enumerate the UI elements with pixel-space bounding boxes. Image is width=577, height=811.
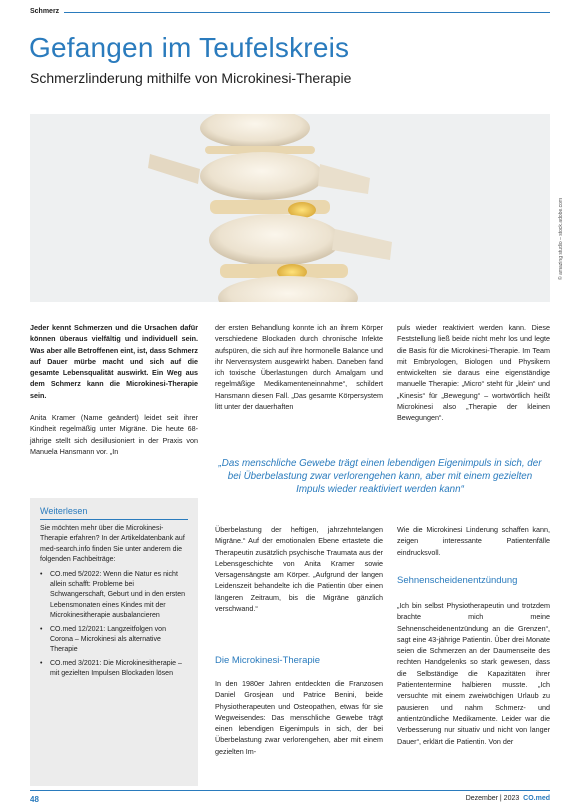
spine-illustration [30,114,550,302]
further-reading-heading: Weiterlesen [40,506,88,516]
article-subtitle: Schmerzlinderung mithilfe von Microkinesi-Therapie [30,70,352,86]
list-item: • CO.med 3/2021: Die Microkinesitherapie – mit gezielten Impulsen Blockaden lösen [40,659,190,680]
article-column-3-lower [397,600,550,747]
footer-issue [466,795,550,802]
list-item: • CO.med 5/2022: Wenn die Natur es nicht allein schafft: Probleme bei Schwangerschaft, Geburt und in den ersten Lebensmonaten eines Kindes mit der Microkinesitherapie ausbalancieren [40,570,190,622]
article-column-2 [215,322,383,412]
article-lead: Jeder kennt Schmerzen und die Ursachen dafür können überaus vielfältig und individuell sein. Was aber alle Betroffenen eint, ist, dass Schmerz auf Dauer mürbe macht und sich auf die gesamte Lebensqualität auswirkt. Ein Weg aus dem Schmerz kann die Microkinesi-Therapie sein. [30,323,198,400]
further-reading-box [30,498,198,786]
sidebar-divider [40,519,188,520]
article-column-1 [30,322,198,457]
section-heading: Die Microkinesi-Therapie [215,655,321,666]
article-paragraph: Überbelastung der heftigen, jahrzehntelangen Migräne.“ Auf der emotionalen Ebene ertastete die Therapeutin zusätzlich psychische Traumata aus der Lebensgeschichte von Anita Kramer sowie Versagensängste am Körper. „Aufgrund der langen Leidenszeit behandelte ich die Patientin über einen längeren Zeitraum, bis die Migräne gänzlich verschwand.“ [215,525,383,614]
article-column-3-lower [397,524,550,558]
further-reading-list [40,570,190,680]
article-paragraph: „Ich bin selbst Physiotherapeutin und trotzdem brachte mich meine Sehnenscheidenentzündung an die Grenzen“, sagt eine 43-jährige Patientin. Über drei Monate seien die Schmerzen an der Daumenseite des rechten Handgelenks so stark gewesen, dass die Selbständige die Kapazitäten ihrer Patiententermine halbieren musste. „Ich versuchte mit einem zweiwöchigen Urlaub zu pausieren und nahm Schmerz- und antientzündliche Medikamente. Leider war die Verbesserung nur situativ und nicht von langer Dauer“, erklärt die Patientin. Von der [397,601,550,746]
magazine-brand: CO.med [523,795,550,802]
section-label: Schmerz [30,8,60,15]
list-item: • CO.med 12/2021: Langzeitfolgen von Corona – Microkinesi als alternative Therapie [40,625,190,656]
page-number: 48 [30,795,39,804]
footer-divider [30,790,550,791]
further-reading-intro: Sie möchten mehr über die Microkinesi-Therapie erfahren? In der Artikeldatenbank auf med-search.info finden Sie unter anderem die folgenden Fachbeiträge: [40,525,185,564]
article-paragraph: puls wieder reaktiviert werden kann. Diese Feststellung ließ beide nicht mehr los und legte die Basis für die Microkinesi-Therapie. Im Team mit Embryologen, Biologen und Physikern entwickelten sie daraus eine eigenständige manuelle Therapie: „Micro“ steht für „klein“ und „Kinesis“ für „Bewegung“ – wortwörtlich heißt Microkinesi also „Therapie der kleinen Bewegungen“. [397,323,550,423]
pull-quote: „Das menschliche Gewebe trägt einen lebendigen Eigenimpuls in sich, der bei Überbelastung zwar verlorengehen kann, aber mit einem gezielten Impuls wieder reaktiviert werden kann“ [218,458,542,495]
article-title: Gefangen im Teufelskreis [29,32,350,63]
article-paragraph: Anita Kramer (Name geändert) leidet seit ihrer Kindheit regelmäßig unter Migräne. Die heute 68-jährige stellt sich desillusioniert in der Praxis von Manuela Hansmann vor. „In [30,413,198,456]
article-column-3 [397,322,550,424]
issue-date: Dezember | 2023 [465,795,520,802]
article-paragraph: In den 1980er Jahren entdeckten die Franzosen Daniel Grosjean und Patrice Benini, beide Physiotherapeuten und Osteopathen, etwas für sie Wegweisendes: Das menschliche Gewebe trägt einen lebendigen Eigenimpuls in sich, der bei Überbelastung zwar verlorengehen, aber mit einem gezielten Im- [215,679,383,756]
article-paragraph: der ersten Behandlung konnte ich an ihrem Körper verschiedene Blockaden durch chronische Infekte aufspüren, die sich auf ihre hormonelle Balance und ihr Nervensystem ausgewirkt haben. Daneben fand ich toxische Überlastungen durch Amalgam und regelmäßige Medikamenteneinnahme“, schildert Hansmann diesen Fall. „Das gesamte Körpersystem litt unter der dauerhaften [215,323,383,412]
article-column-2-lower [215,678,383,757]
photo-credit: © amazing studio – stock.adobe.com [558,197,564,280]
article-column-2-lower [215,524,383,614]
article-paragraph: Wie die Microkinesi Linderung schaffen kann, zeigen interessante Patientenfälle eindrucksvoll. [397,525,550,557]
header-divider [64,12,550,13]
section-heading: Sehnenscheidenentzündung [397,575,518,586]
spine-photo [30,114,550,302]
